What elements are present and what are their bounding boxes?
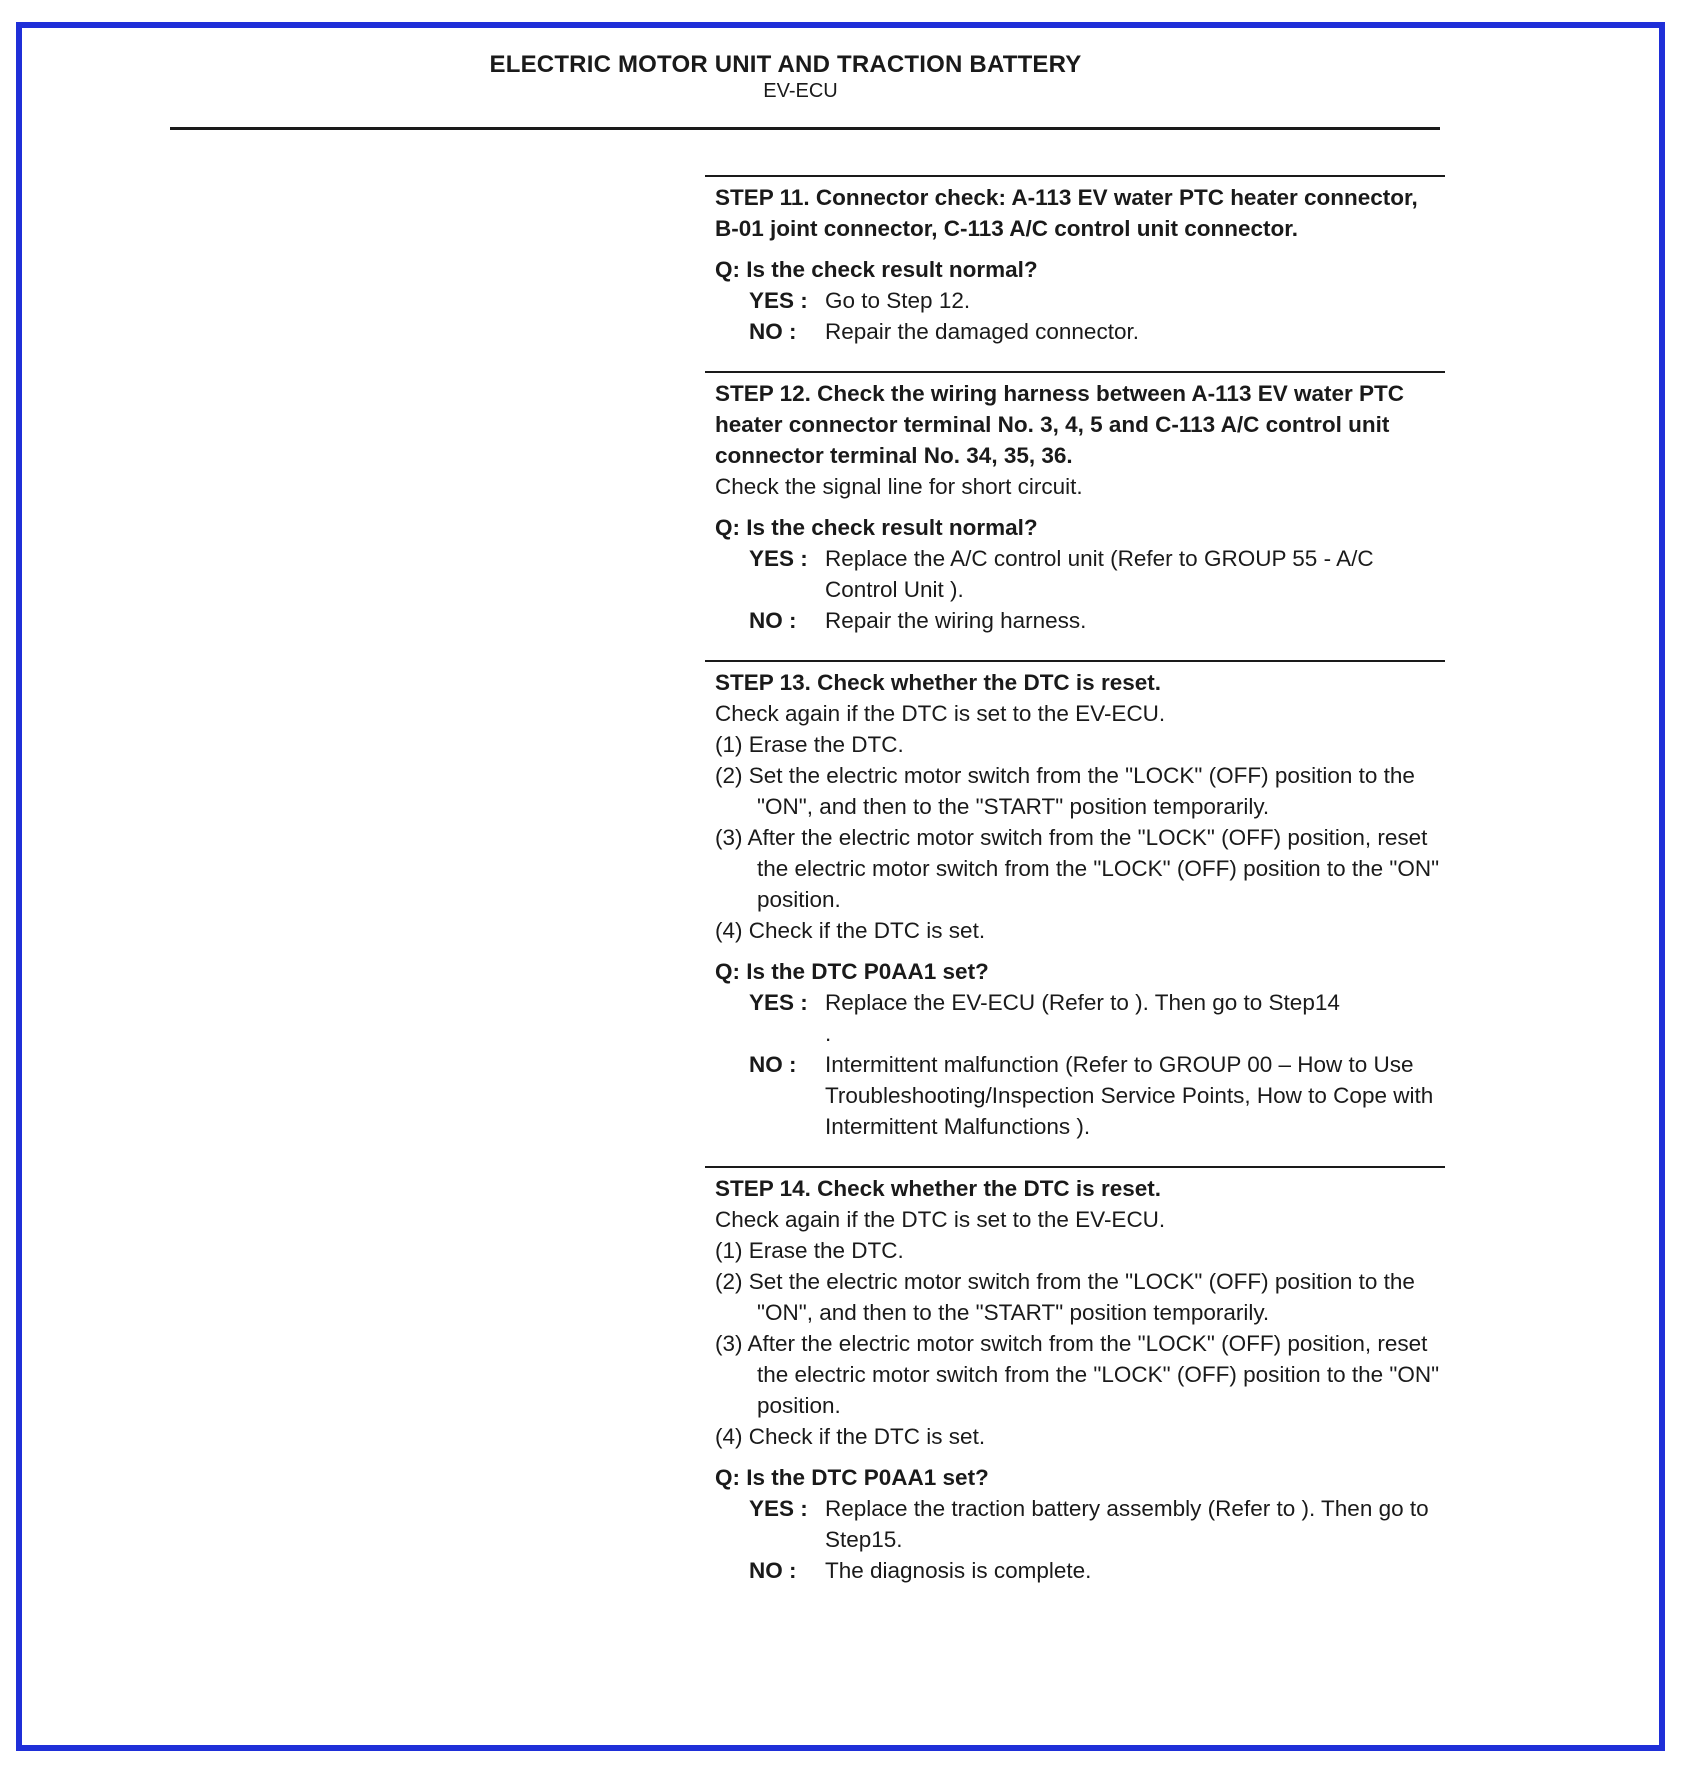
- list-item: (3) After the electric motor switch from the "LOCK" (OFF) position, reset the electric motor switch from the "LOCK" (OFF) position to the "ON" position.: [715, 1331, 1440, 1418]
- step-question: Q: Is the check result normal?: [715, 257, 1038, 282]
- list-item: (1) Erase the DTC.: [715, 1238, 904, 1263]
- answer-yes-key: YES :: [749, 288, 808, 313]
- answer-no: [715, 605, 1445, 636]
- step-13: [705, 660, 1445, 1142]
- answer-no: [715, 1049, 1445, 1142]
- answer-yes-text: Replace the A/C control unit (Refer to GROUP 55 - A/C Control Unit ).: [825, 546, 1374, 602]
- answer-yes-key: YES :: [749, 546, 808, 571]
- answer-yes-text: [825, 987, 1445, 1049]
- step-question: Q: Is the DTC P0AA1 set?: [715, 959, 989, 984]
- step-instruction: Check again if the DTC is set to the EV-ECU.: [715, 701, 1166, 726]
- answer-yes-text: Go to Step 12.: [825, 288, 971, 313]
- step-title: STEP 14. Check whether the DTC is reset.: [715, 1176, 1161, 1201]
- answer-no-text: Repair the damaged connector.: [825, 319, 1139, 344]
- answer-yes-text: Replace the traction battery assembly (Refer to ). Then go to Step15.: [825, 1496, 1429, 1552]
- answer-no-text: Intermittent malfunction (Refer to GROUP 00 – How to Use Troubleshooting/Inspection Service Points, How to Cope with Intermittent Malfunctions ).: [825, 1052, 1434, 1139]
- page-header: [173, 50, 1438, 102]
- answer-no: [715, 1555, 1445, 1586]
- step-instruction: Check the signal line for short circuit.: [715, 474, 1083, 499]
- header-divider: [170, 127, 1440, 130]
- answer-yes-key: YES :: [749, 990, 808, 1015]
- step-title: STEP 12. Check the wiring harness between A-113 EV water PTC heater connector terminal No. 3, 4, 5 and C-113 A/C control unit connector terminal No. 34, 35, 36.: [715, 381, 1404, 468]
- page-title: ELECTRIC MOTOR UNIT AND TRACTION BATTERY: [489, 51, 1082, 78]
- list-item: (2) Set the electric motor switch from the "LOCK" (OFF) position to the "ON", and then to the "START" position temporarily.: [715, 763, 1415, 819]
- answer-no-key: NO :: [749, 608, 797, 633]
- answer-yes: [715, 285, 1445, 316]
- answer-yes-main: Replace the EV-ECU (Refer to ). Then go to Step14: [825, 990, 1340, 1015]
- answer-no-key: NO :: [749, 319, 797, 344]
- step-14: [705, 1166, 1445, 1586]
- step-question: Q: Is the DTC P0AA1 set?: [715, 1465, 989, 1490]
- procedure-content: [705, 175, 1445, 1610]
- answer-no-text: Repair the wiring harness.: [825, 608, 1087, 633]
- step-11: [705, 175, 1445, 347]
- list-item: (4) Check if the DTC is set.: [715, 918, 986, 943]
- list-item: (4) Check if the DTC is set.: [715, 1424, 986, 1449]
- answer-no-key: NO :: [749, 1558, 797, 1583]
- answer-yes: [715, 1493, 1445, 1555]
- page-subtitle: EV-ECU: [763, 80, 838, 102]
- answer-yes: [715, 987, 1445, 1049]
- answer-no-text: The diagnosis is complete.: [825, 1558, 1092, 1583]
- step-question: Q: Is the check result normal?: [715, 515, 1038, 540]
- step-title: STEP 13. Check whether the DTC is reset.: [715, 670, 1161, 695]
- answer-yes-key: YES :: [749, 1496, 808, 1521]
- step-12: [705, 371, 1445, 636]
- list-item: (3) After the electric motor switch from the "LOCK" (OFF) position, reset the electric motor switch from the "LOCK" (OFF) position to the "ON" position.: [715, 825, 1440, 912]
- answer-no-key: NO :: [749, 1052, 797, 1077]
- list-item: (1) Erase the DTC.: [715, 732, 904, 757]
- answer-yes-trail: .: [825, 1021, 832, 1046]
- step-instruction: Check again if the DTC is set to the EV-ECU.: [715, 1207, 1166, 1232]
- step-title: STEP 11. Connector check: A-113 EV water PTC heater connector, B-01 joint connector, C-113 A/C control unit connector.: [715, 185, 1418, 241]
- answer-yes: [715, 543, 1445, 605]
- answer-no: [715, 316, 1445, 347]
- list-item: (2) Set the electric motor switch from the "LOCK" (OFF) position to the "ON", and then to the "START" position temporarily.: [715, 1269, 1415, 1325]
